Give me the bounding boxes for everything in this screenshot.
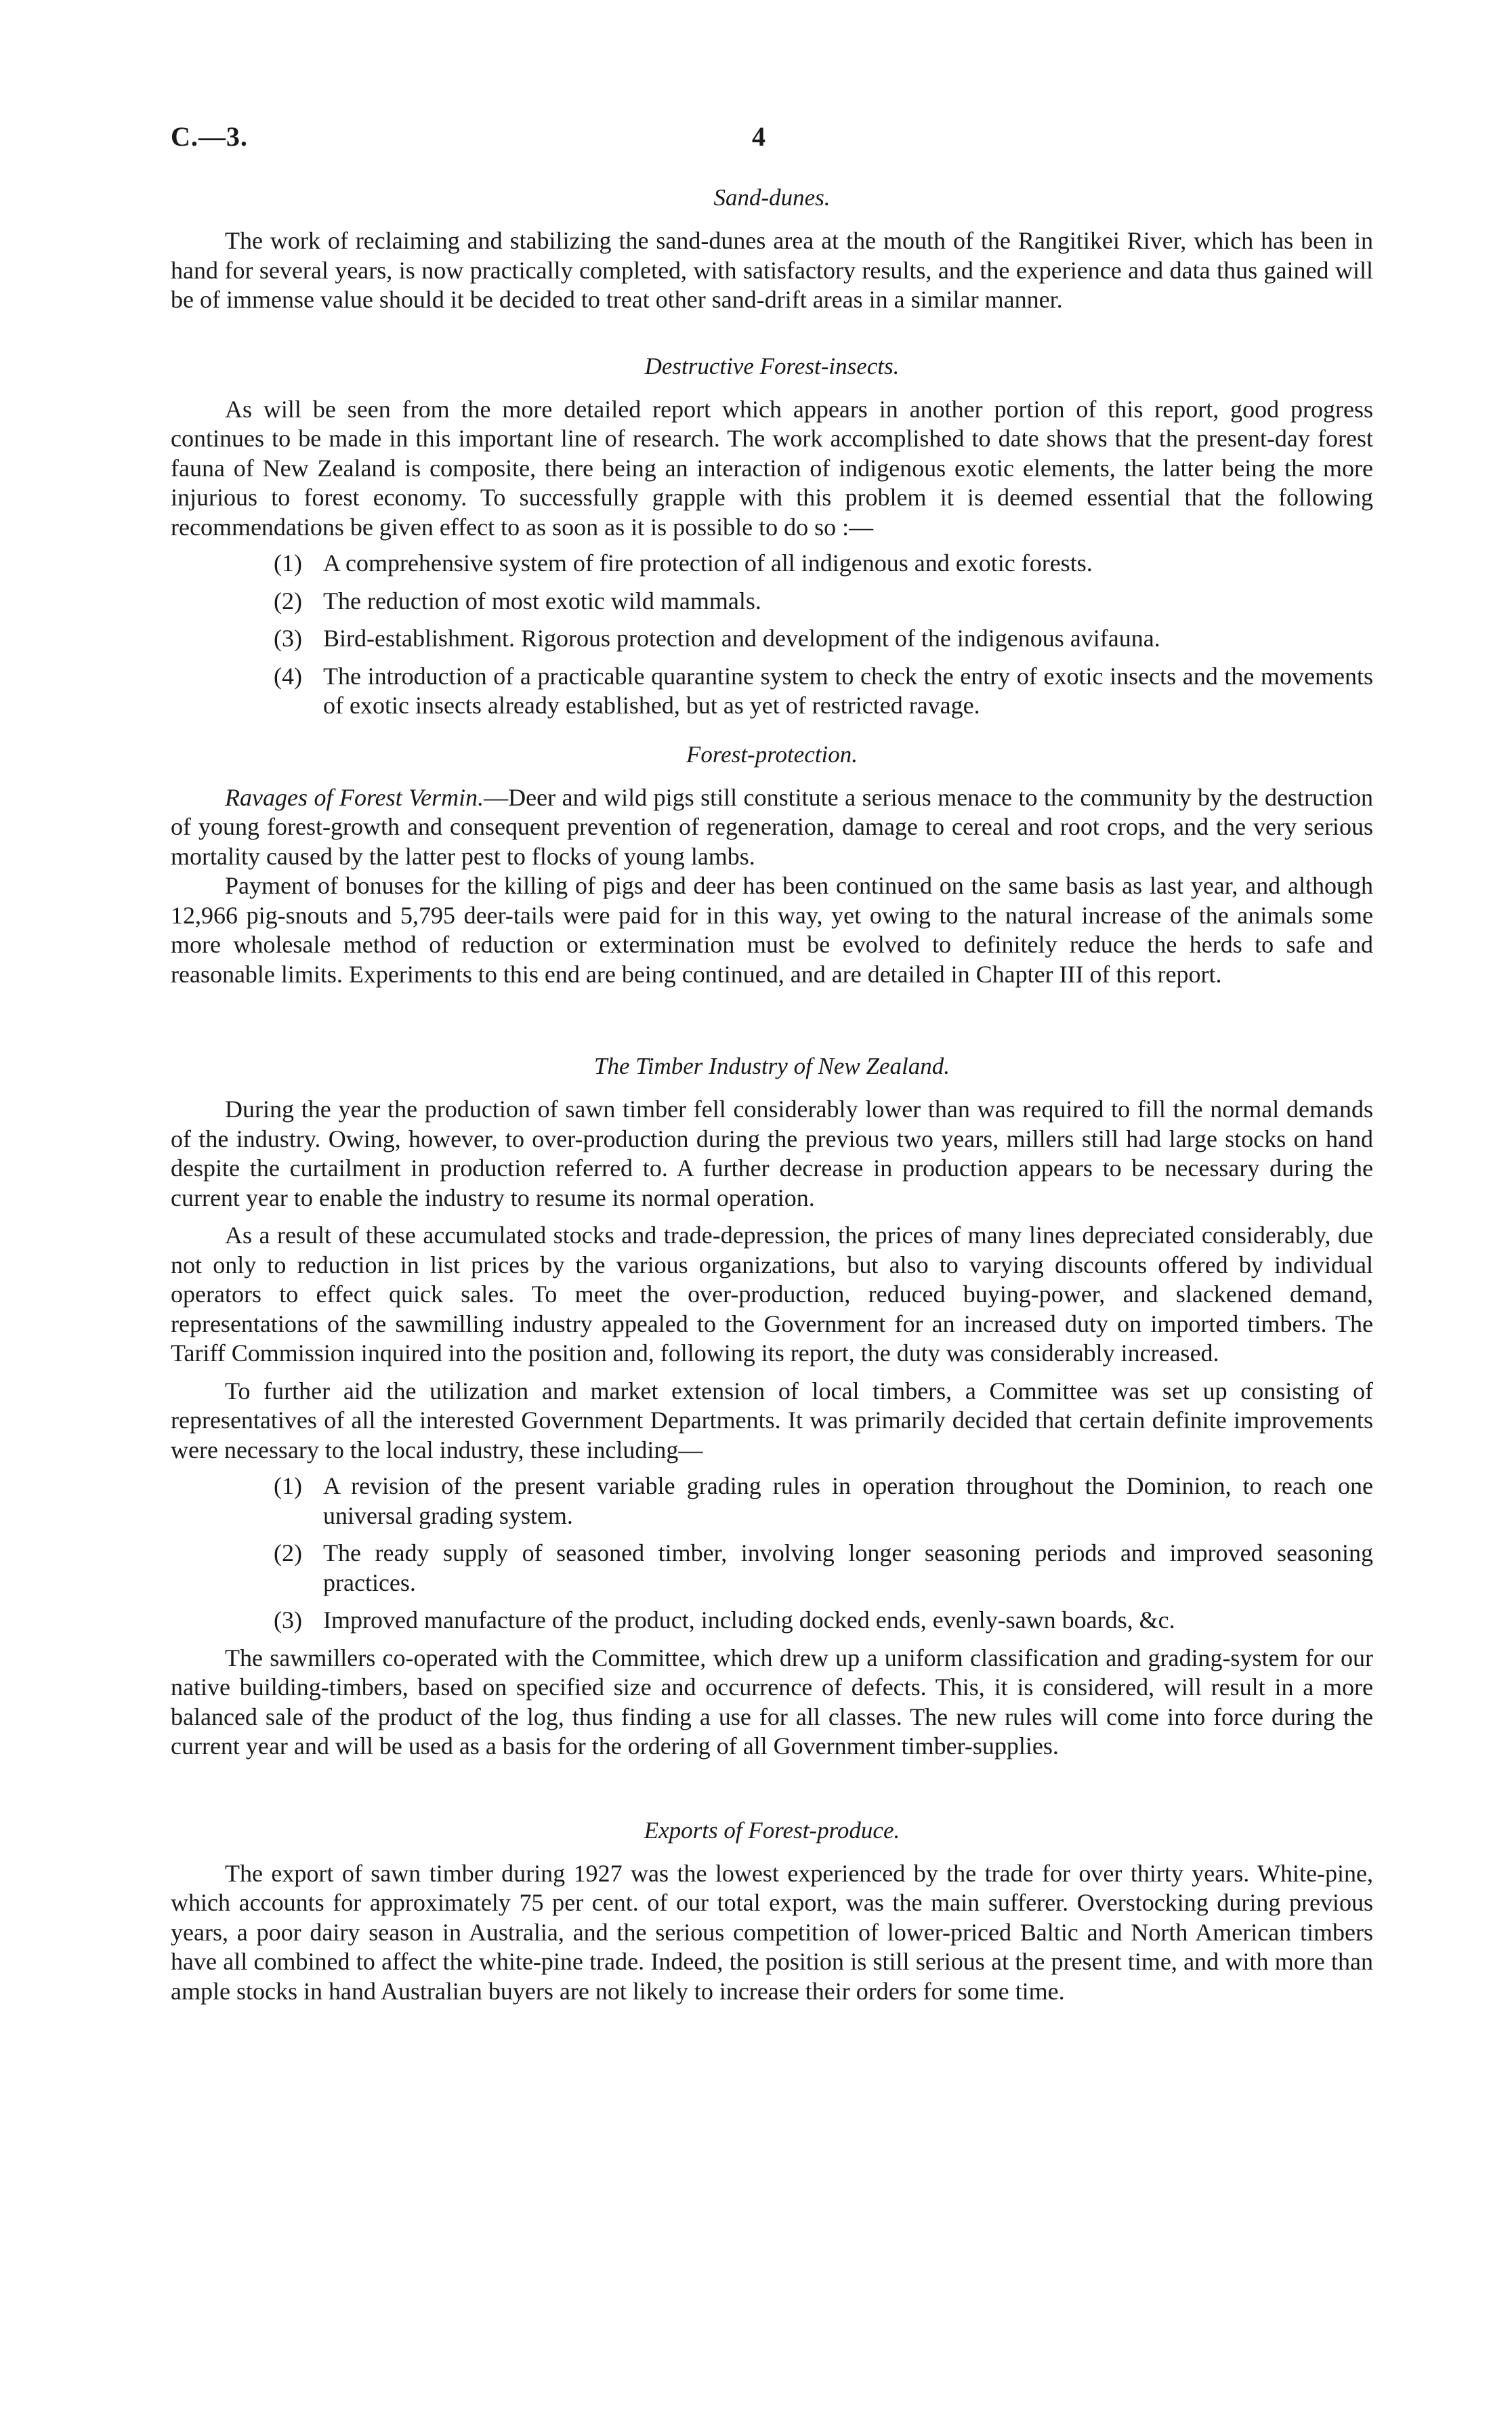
- section-sand-dunes: [171, 183, 1373, 315]
- list-item-text: The introduction of a practicable quarantine system to check the entry of exotic insects and the movements of exotic insects already established, but as yet of restricted ravage.: [323, 662, 1373, 719]
- list-item-number: (2): [274, 1539, 302, 1566]
- run-in-heading: Ravages of Forest Vermin.: [225, 783, 484, 811]
- list-item-text: The reduction of most exotic wild mammals.: [323, 587, 761, 615]
- recommendations-list: [171, 549, 1373, 721]
- section-exports-forest-produce: [171, 1816, 1373, 2007]
- list-item-number: (1): [274, 1472, 302, 1499]
- list-item: [171, 624, 1373, 654]
- list-item: [171, 1539, 1373, 1598]
- paragraph: Payment of bonuses for the killing of pigs and deer has been continued on the same basis as last year, and although 12,966 pig-snouts and 5,795 deer-tails were paid for in this way, yet owing to the natural increase of the animals some more wholesale method of reduction or extermination must be evolved to definitely reduce the herds to safe and reasonable limits. Experiments to this end are being continued, and are detailed in Chapter III of this report.: [171, 872, 1373, 988]
- paragraph: During the year the production of sawn timber fell considerably lower than was required to fill the normal demands of the industry. Owing, however, to over-production during the previous two years, millers still had large stocks on hand despite the curtailment in production referred to. A further decrease in production appears to be necessary during the current year to enable the industry to resume its normal operation.: [171, 1096, 1373, 1211]
- section-destructive-forest-insects: [171, 352, 1373, 721]
- list-item: [171, 1472, 1373, 1531]
- list-item-number: (4): [274, 662, 302, 690]
- section-heading: Forest-protection.: [686, 741, 858, 768]
- paragraph: To further aid the utilization and market extension of local timbers, a Committee was set up consisting of representatives of all the interested Government Departments. It was primarily decided that certain definite improvements were necessary to the local industry, these including—: [171, 1377, 1373, 1463]
- paragraph: The export of sawn timber during 1927 was the lowest experienced by the trade for over thirty years. White-pine, which accounts for approximately 75 per cent. of our total export, was the main sufferer. Overstocking during previous years, a poor dairy season in Australia, and the serious competition of lower-priced Baltic and North American timbers have all combined to affect the white-pine trade. Indeed, the position is still serious at the present time, and with more than ample stocks in hand Australian buyers are not likely to increase their orders for some time.: [171, 1859, 1373, 2005]
- list-item-number: (1): [274, 549, 302, 577]
- section-forest-protection: [171, 740, 1373, 990]
- improvements-list: [171, 1472, 1373, 1636]
- page-number: 4: [752, 121, 765, 152]
- paragraph: As will be seen from the more detailed report which appears in another portion of this report, good progress continues to be made in this important line of research. The work accomplished to date shows that the present-day forest fauna of New Zealand is composite, there being an interaction of indigenous exotic elements, the latter being the more injurious to forest economy. To successfully grapple with this problem it is deemed essential that the following recommendations be given effect to as soon as it is possible to do so :—: [171, 395, 1373, 541]
- list-item-text: A comprehensive system of fire protection of all indigenous and exotic forests.: [323, 549, 1093, 577]
- paragraph: The work of reclaiming and stabilizing the sand-dunes area at the mouth of the Rangitikei River, which has been in hand for several years, is now practically completed, with satisfactory results, and the experience and data thus gained will be of immense value should it be decided to treat other sand-drift areas in a similar manner.: [171, 227, 1373, 313]
- list-item-text: Bird-establishment. Rigorous protection and development of the indigenous avifauna.: [323, 625, 1160, 652]
- paragraph: As a result of these accumulated stocks and trade-depression, the prices of many lines depreciated considerably, due not only to reduction in list prices by the various organizations, but also to varying discounts offered by individual operators to effect quick sales. To meet the over-production, reduced buying-power, and slackened demand, representations of the sawmilling industry appealed to the Government for an increased duty on imported timbers. The Tariff Commission inquired into the position and, following its report, the duty was considerably increased.: [171, 1222, 1373, 1367]
- section-timber-industry: [171, 1052, 1373, 1762]
- paragraph-text: —Deer and wild pigs still constitute a serious menace to the community by the destruction of young forest-growth and consequent prevention of regeneration, damage to cereal and root crops, and the very serious mortality caused by the latter pest to flocks of young lambs.: [171, 783, 1373, 870]
- list-item-number: (2): [274, 587, 302, 615]
- list-item-number: (3): [274, 1606, 302, 1634]
- list-item: [171, 1606, 1373, 1636]
- section-heading: The Timber Industry of New Zealand.: [593, 1053, 950, 1079]
- paragraph: The sawmillers co-operated with the Committee, which drew up a uniform classification and grading-system for our native building-timbers, based on specified size and occurrence of defects. This, it is considered, will result in a more balanced sale of the product of the log, thus finding a use for all classes. The new rules will come into force during the current year and will be used as a basis for the ordering of all Government timber-supplies.: [171, 1644, 1373, 1760]
- document-reference: C.—3.: [171, 121, 248, 152]
- list-item: [171, 549, 1373, 579]
- list-item: [171, 587, 1373, 617]
- list-item-text: A revision of the present variable grading rules in operation throughout the Dominion, to reach one universal grading system.: [323, 1472, 1373, 1529]
- paragraph: [171, 783, 1373, 872]
- section-heading: Sand-dunes.: [713, 184, 831, 211]
- list-item-text: The ready supply of seasoned timber, involving longer seasoning periods and improved seasoning practices.: [323, 1539, 1373, 1596]
- list-item-number: (3): [274, 625, 302, 652]
- section-heading: Exports of Forest-produce.: [644, 1816, 900, 1844]
- list-item: [171, 662, 1373, 721]
- list-item-text: Improved manufacture of the product, including docked ends, evenly-sawn boards, &c.: [323, 1606, 1175, 1634]
- section-heading: Destructive Forest-insects.: [644, 352, 900, 379]
- document-body: [171, 183, 1373, 2006]
